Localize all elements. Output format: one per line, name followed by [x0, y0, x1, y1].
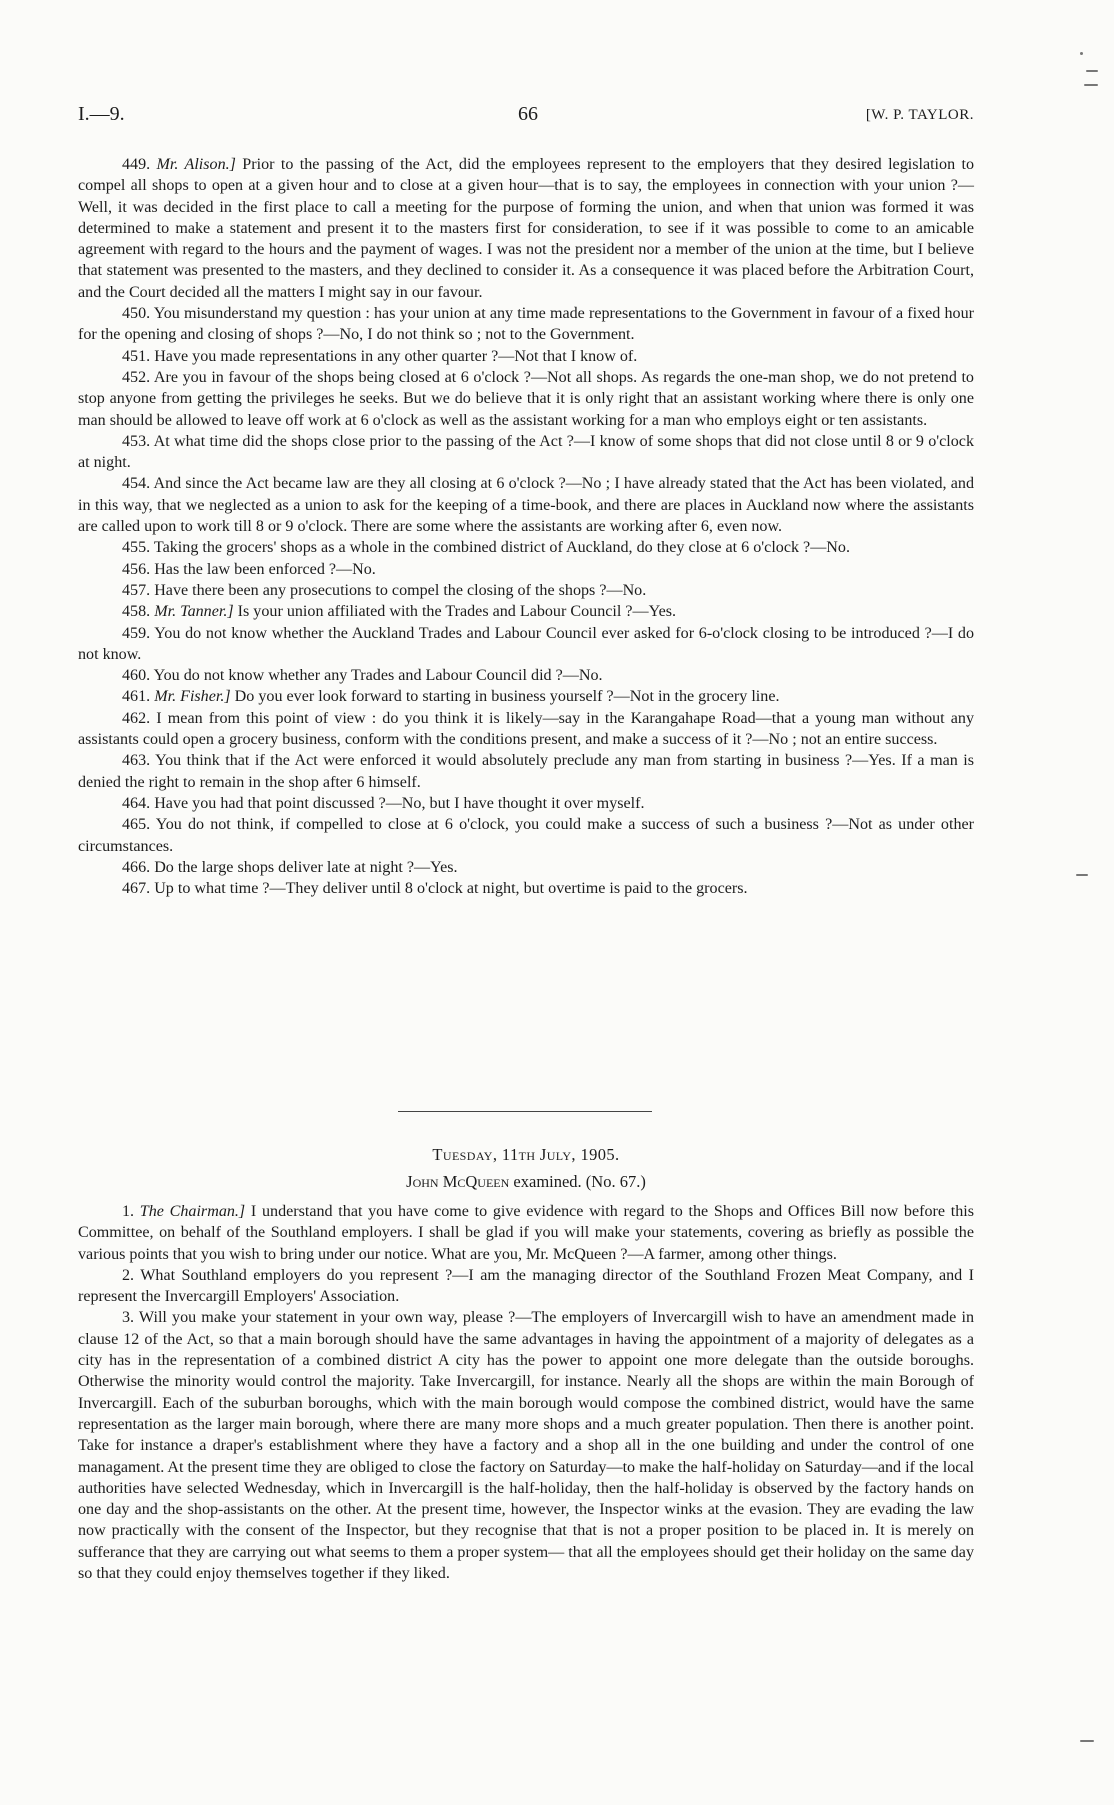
question-paragraph — [78, 814, 974, 857]
section-divider — [398, 1111, 652, 1112]
question-number: 465. — [122, 816, 156, 834]
question-paragraph — [78, 623, 974, 666]
question-text: Up to what time ?—They deliver until 8 o'clock at night, but overtime is paid to the grocers. — [154, 880, 748, 898]
question-paragraph — [78, 686, 974, 707]
question-text: Is your union affiliated with the Trades and Labour Council ?—Yes. — [233, 603, 677, 621]
question-paragraph — [78, 154, 974, 303]
question-paragraph — [78, 303, 974, 346]
witness-examined: examined. (No. 67.) — [509, 1172, 646, 1191]
question-text: I mean from this point of view : do you think it is likely—say in the Karangahape Road—that a young man without any assistants could open a grocery business, conform with the conditions present, and make a success of it ?—No ; not an entire success. — [78, 709, 975, 749]
page-header — [78, 103, 974, 131]
question-text: Do you ever look forward to starting in business yourself ?—Not in the grocery line. — [230, 688, 780, 706]
question-number: 455. — [122, 539, 154, 557]
question-number: 2. — [122, 1266, 141, 1284]
question-paragraph — [78, 857, 974, 878]
question-paragraph — [78, 473, 974, 537]
question-paragraph — [78, 1265, 974, 1308]
question-number: 453. — [122, 432, 154, 450]
page-number: 66 — [518, 103, 538, 125]
question-number: 461. — [122, 688, 155, 706]
evidence-part-2 — [78, 1201, 974, 1584]
question-paragraph — [78, 559, 974, 580]
question-number: 449. — [122, 156, 157, 173]
margin-mark — [1084, 84, 1098, 86]
question-text: Will you make your statement in your own way, please ?—The employers of Invercargill wish to have an amendment made in clause 12 of the Act, so that a main borough should have the same advantages in having the appointment of a majority of delegates as a city has in the representation of a combined district A city has the power to appoint one more delegate than the outside boroughs. Otherwise the minority would control the majority. Take Invercargill, for instance. Nearly all the shops are within the main Borough of Invercargill. Each of the suburban boroughs, which with the main borough would compose the combined district, would have the same representation as the larger main borough, where there are many more shops and a much greater population. Then there is another point. Take for instance a draper's establishment where they have a factory and a shop all in the one building and under the control of one managament. At the present time they are obliged to close the factory on Saturday—to make the half-holiday on Saturday—and if the local authorities have selected Wednesday, which in Invercargill is the half-holiday, then the half-holiday is observed by the factory hands on one day and the shop-assistants on the other. At the present time, however, the Inspector winks at the evasion. They are evading the law now practically with the consent of the Inspector, but they recognise that that is not a proper position to be placed in. It is merely on sufferance that they are carrying out what seems to them a proper system— that all the employees should get their holiday on the same day so that they could enjoy themselves together if they liked. — [78, 1309, 974, 1583]
witness-heading — [78, 1172, 974, 1192]
margin-mark — [1080, 1740, 1094, 1742]
speaker: The Chairman.] — [139, 1203, 246, 1220]
question-paragraph — [78, 367, 974, 431]
question-number: 460. — [122, 667, 154, 685]
question-number: 1. — [122, 1203, 140, 1220]
question-text: Do the large shops deliver late at night ?—Yes. — [154, 858, 458, 876]
question-number: 451. — [122, 347, 155, 365]
question-text: What Southland employers do you represent ?—I am the managing director of the Southland Frozen Meat Company, and I represent the Invercargill Employers' Association. — [78, 1266, 974, 1306]
evidence-part-1 — [78, 154, 974, 899]
question-text: You think that if the Act were enforced it would absolutely preclude any man from starting in business ?—Yes. If a man is denied the right to remain in the shop after 6 himself. — [78, 752, 975, 791]
speaker: Mr. Alison.] — [156, 156, 236, 173]
question-number: 454. — [122, 475, 154, 493]
question-number: 466. — [122, 858, 155, 876]
question-paragraph — [78, 665, 974, 686]
question-text: Have there been any prosecutions to compel the closing of the shops ?—No. — [154, 581, 647, 599]
margin-mark — [1076, 874, 1088, 876]
question-text: At what time did the shops close prior to the passing of the Act ?—I know of some shops that did not close until 8 or 9 o'clock at night. — [78, 432, 974, 472]
question-text: You do not know whether the Auckland Trades and Labour Council ever asked for 6-o'clock closing to be introduced ?—I do not know. — [78, 624, 974, 663]
question-number: 456. — [122, 560, 155, 578]
question-number: 450. — [122, 305, 154, 323]
question-text: And since the Act became law are they all closing at 6 o'clock ?—No ; I have already stated that the Act has been violated, and in this way, that we neglected as a union to ask for the keeping of a time-book, and there are places in Auckland now where the assistants are called upon to work till 8 or 9 o'clock. There are some where the assistants are working after 6, even now. — [78, 475, 974, 536]
question-number: 457. — [122, 581, 155, 599]
question-paragraph — [78, 431, 974, 474]
question-text: I understand that you have come to give evidence with regard to the Shops and Offices Bill now before this Committee, on behalf of the Southland employers. I shall be glad if you will make your statements, covering as briefly as possible the various points that you wish to bring under our notice. What are you, Mr. McQueen ?—A farmer, among other things. — [78, 1203, 974, 1263]
question-text: Taking the grocers' shops as a whole in the combined district of Auckland, do they close at 6 o'clock ?—No. — [153, 539, 850, 557]
witness-name: John McQueen — [406, 1172, 510, 1191]
question-text: Has the law been enforced ?—No. — [154, 560, 376, 578]
question-paragraph — [78, 1307, 974, 1584]
paper-reference: I.—9. — [78, 103, 125, 125]
question-paragraph — [78, 580, 974, 601]
question-number: 463. — [122, 752, 156, 770]
date-heading: Tuesday, 11th July, 1905. — [432, 1145, 620, 1164]
question-paragraph — [78, 793, 974, 814]
question-number: 458. — [122, 603, 155, 621]
question-number: 464. — [122, 794, 155, 812]
question-paragraph — [78, 346, 974, 367]
question-paragraph — [78, 537, 974, 558]
margin-mark — [1080, 52, 1083, 55]
question-text: You do not think, if compelled to close at 6 o'clock, you could make a success of such a business ?—Not as under other circumstances. — [78, 816, 974, 855]
speaker: Mr. Tanner.] — [154, 603, 234, 621]
question-number: 459. — [122, 624, 155, 642]
question-number: 467. — [122, 880, 155, 898]
question-paragraph — [78, 878, 974, 899]
question-text: You misunderstand my question : has your union at any time made representations to the Government in favour of a fixed hour for the opening and closing of shops ?—No, I do not think so ; not to the Government. — [78, 305, 974, 344]
question-number: 452. — [122, 368, 154, 386]
question-text: You do not know whether any Trades and Labour Council did ?—No. — [153, 667, 603, 685]
question-text: Are you in favour of the shops being closed at 6 o'clock ?—Not all shops. As regards the one-man shop, we do not pretend to stop anyone from getting the privileges he seeks. But we do believe that it is only right that an assistant working where there is only one man should be allowed to leave off work at 6 o'clock as well as the assistant working for a man who employs eight or ten assistants. — [78, 368, 974, 429]
question-number: 462. — [122, 709, 157, 727]
question-text: Have you had that point discussed ?—No, but I have thought it over myself. — [154, 794, 645, 812]
question-paragraph — [78, 708, 974, 751]
question-text: Prior to the passing of the Act, did the employees represent to the employers that they desired legislation to compel all shops to open at a given hour and to close at a given hour—that is to say, the employees in connection with your union ?—Well, it was decided in the first place to call a meeting for the purpose of forming the union, and when that union was formed it was determined to make a statement and present it to the masters first for consideration, to see if it was possible to come to an amicable agreement with regard to the hours and the payment of wages. I was not the president nor a member of the union at the time, but I believe that statement was presented to the masters, and they declined to consider it. As a consequence it was placed before the Arbitration Court, and the Court decided all the matters I might say in our favour. — [78, 156, 974, 301]
margin-mark — [1086, 70, 1098, 72]
question-paragraph — [78, 750, 974, 793]
question-text: Have you made representations in any other quarter ?—Not that I know of. — [154, 347, 638, 365]
question-paragraph — [78, 1201, 974, 1265]
witness-running-head: [W. P. TAYLOR. — [865, 107, 974, 123]
question-paragraph — [78, 601, 974, 622]
question-number: 3. — [122, 1309, 139, 1327]
speaker: Mr. Fisher.] — [154, 688, 231, 706]
